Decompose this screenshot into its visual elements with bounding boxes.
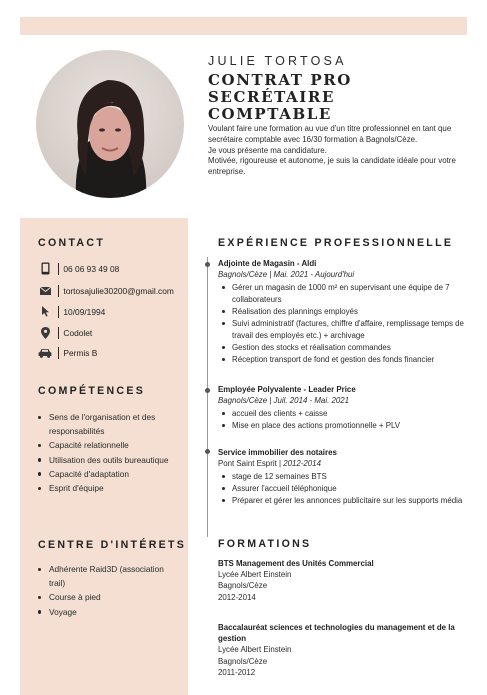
list-item: Utilisation des outils bureautique [36,453,186,467]
contact-location [38,326,92,339]
birthdate-value: 10/09/1994 [63,306,106,317]
list-item: Capacité d'adaptation [36,467,186,481]
school-name: Lycée Albert Einstein [218,570,292,580]
contact-license [38,346,97,359]
profile-photo [36,50,184,198]
job-entry [218,384,470,432]
intro-line: Je vous présente ma candidature. [208,145,327,155]
job-meta: Bagnols/Cèze | Juil. 2014 - Mai. 2021 [218,396,350,406]
education-years: 2011-2012 [218,667,256,677]
list-item: Réalisation des plannings employés [218,306,470,318]
intro-line: Voulant faire une formation au vue d'un titre professionnel en tant que secrétaire comptable avec 16/30 formation à Bagnols/Cèze. [208,124,452,144]
list-item: Réception transport de fond et gestion des fonds financier [218,354,470,366]
job-dates: 2012-2014 [283,459,321,469]
page-title [208,72,468,123]
contact-phone [38,262,119,275]
car-icon [38,346,52,359]
list-item: Gestion des stocks et réalisation commandes [218,342,470,354]
contact-heading: CONTACT [38,237,106,249]
list-item: Suivi administratif (factures, chiffre d'affaire, remplissage temps de travail des employés etc.) + archivage [218,318,470,342]
cursor-icon [38,305,52,318]
job-bullets [218,408,470,432]
school-city: Bagnols/Cèze [218,656,268,666]
license-value: Permis B [63,347,98,358]
list-item: Préparer et gérer les annonces publicitaire sur les supports média [218,495,470,507]
list-item: Esprit d'équipe [36,481,186,495]
job-bullets [218,282,470,366]
list-item: Adhérente Raid3D (association trail) [36,562,176,590]
list-item: Mise en place des actions promotionnelle + PLV [218,420,470,432]
separator [58,347,59,359]
timeline-dot [205,262,210,267]
degree-title: Baccalauréat sciences et technologies du management et de la gestion [218,623,455,644]
education-entry [218,558,470,603]
interests-heading: CENTRE D'INTÉRETS [38,539,187,551]
list-item: stage de 12 semaines BTS [218,471,470,483]
skills-heading: COMPÉTENCES [38,385,146,397]
job-title: Employée Polyvalente - Leader Price [218,385,356,394]
experience-heading: EXPÉRIENCE PROFESSIONNELLE [218,237,454,249]
header-band [20,17,467,35]
job-bullets [218,471,470,507]
job-meta: Bagnols/Cèze | Mai. 2021 - Aujourd'hui [218,270,355,280]
title-line-1: CONTRAT PRO SECRÉTAIRE [208,71,352,106]
timeline-dot [205,388,210,393]
school-city: Bagnols/Cèze [218,581,268,591]
list-item: Capacité relationnelle [36,438,186,452]
phone-icon [38,262,52,275]
separator [58,285,59,297]
interests-list [36,562,176,619]
school-name: Lycée Albert Einstein [218,645,292,655]
list-item: Voyage [36,605,176,619]
list-item: accueil des clients + caisse [218,408,470,420]
skills-list [36,410,186,495]
education-entry [218,622,470,678]
list-item: Sens de l'organisation et des responsabilités [36,410,186,438]
mail-icon [38,284,52,297]
location-pin-icon [38,326,52,339]
separator [58,306,59,318]
contact-birthdate [38,305,105,318]
degree-title: BTS Management des Unités Commercial [218,559,374,568]
job-meta [218,458,470,469]
job-entry [218,447,470,507]
location-value: Codolet [63,327,93,338]
job-title: Adjointe de Magasin - Aldi [218,259,317,268]
list-item: Assurer l'accueil téléphonique [218,483,470,495]
phone-value: 06 06 93 49 08 [63,263,120,274]
candidate-name: JULIE TORTOSA [208,54,347,68]
list-item: Course à pied [36,590,176,604]
timeline-line [207,257,208,537]
separator [58,327,59,339]
list-item: Gérer un magasin de 1000 m² en supervisant une équipe de 7 collaborateurs [218,282,470,306]
email-value[interactable]: tortosajulie30200@gmail.com [63,285,174,296]
job-place: Pont Saint Esprit | [218,459,284,469]
job-entry [218,258,470,366]
education-heading: FORMATIONS [218,538,312,550]
timeline-dot [205,449,210,454]
job-title: Service immobilier des notaires [218,448,337,457]
title-line-2: COMPTABLE [208,105,332,123]
intro-paragraph [208,124,468,178]
intro-line: Motivée, rigoureuse et autonome, je suis la candidate idéale pour votre entreprise. [208,156,456,177]
contact-email [38,284,174,297]
education-years: 2012-2014 [218,592,256,602]
separator [58,263,59,275]
